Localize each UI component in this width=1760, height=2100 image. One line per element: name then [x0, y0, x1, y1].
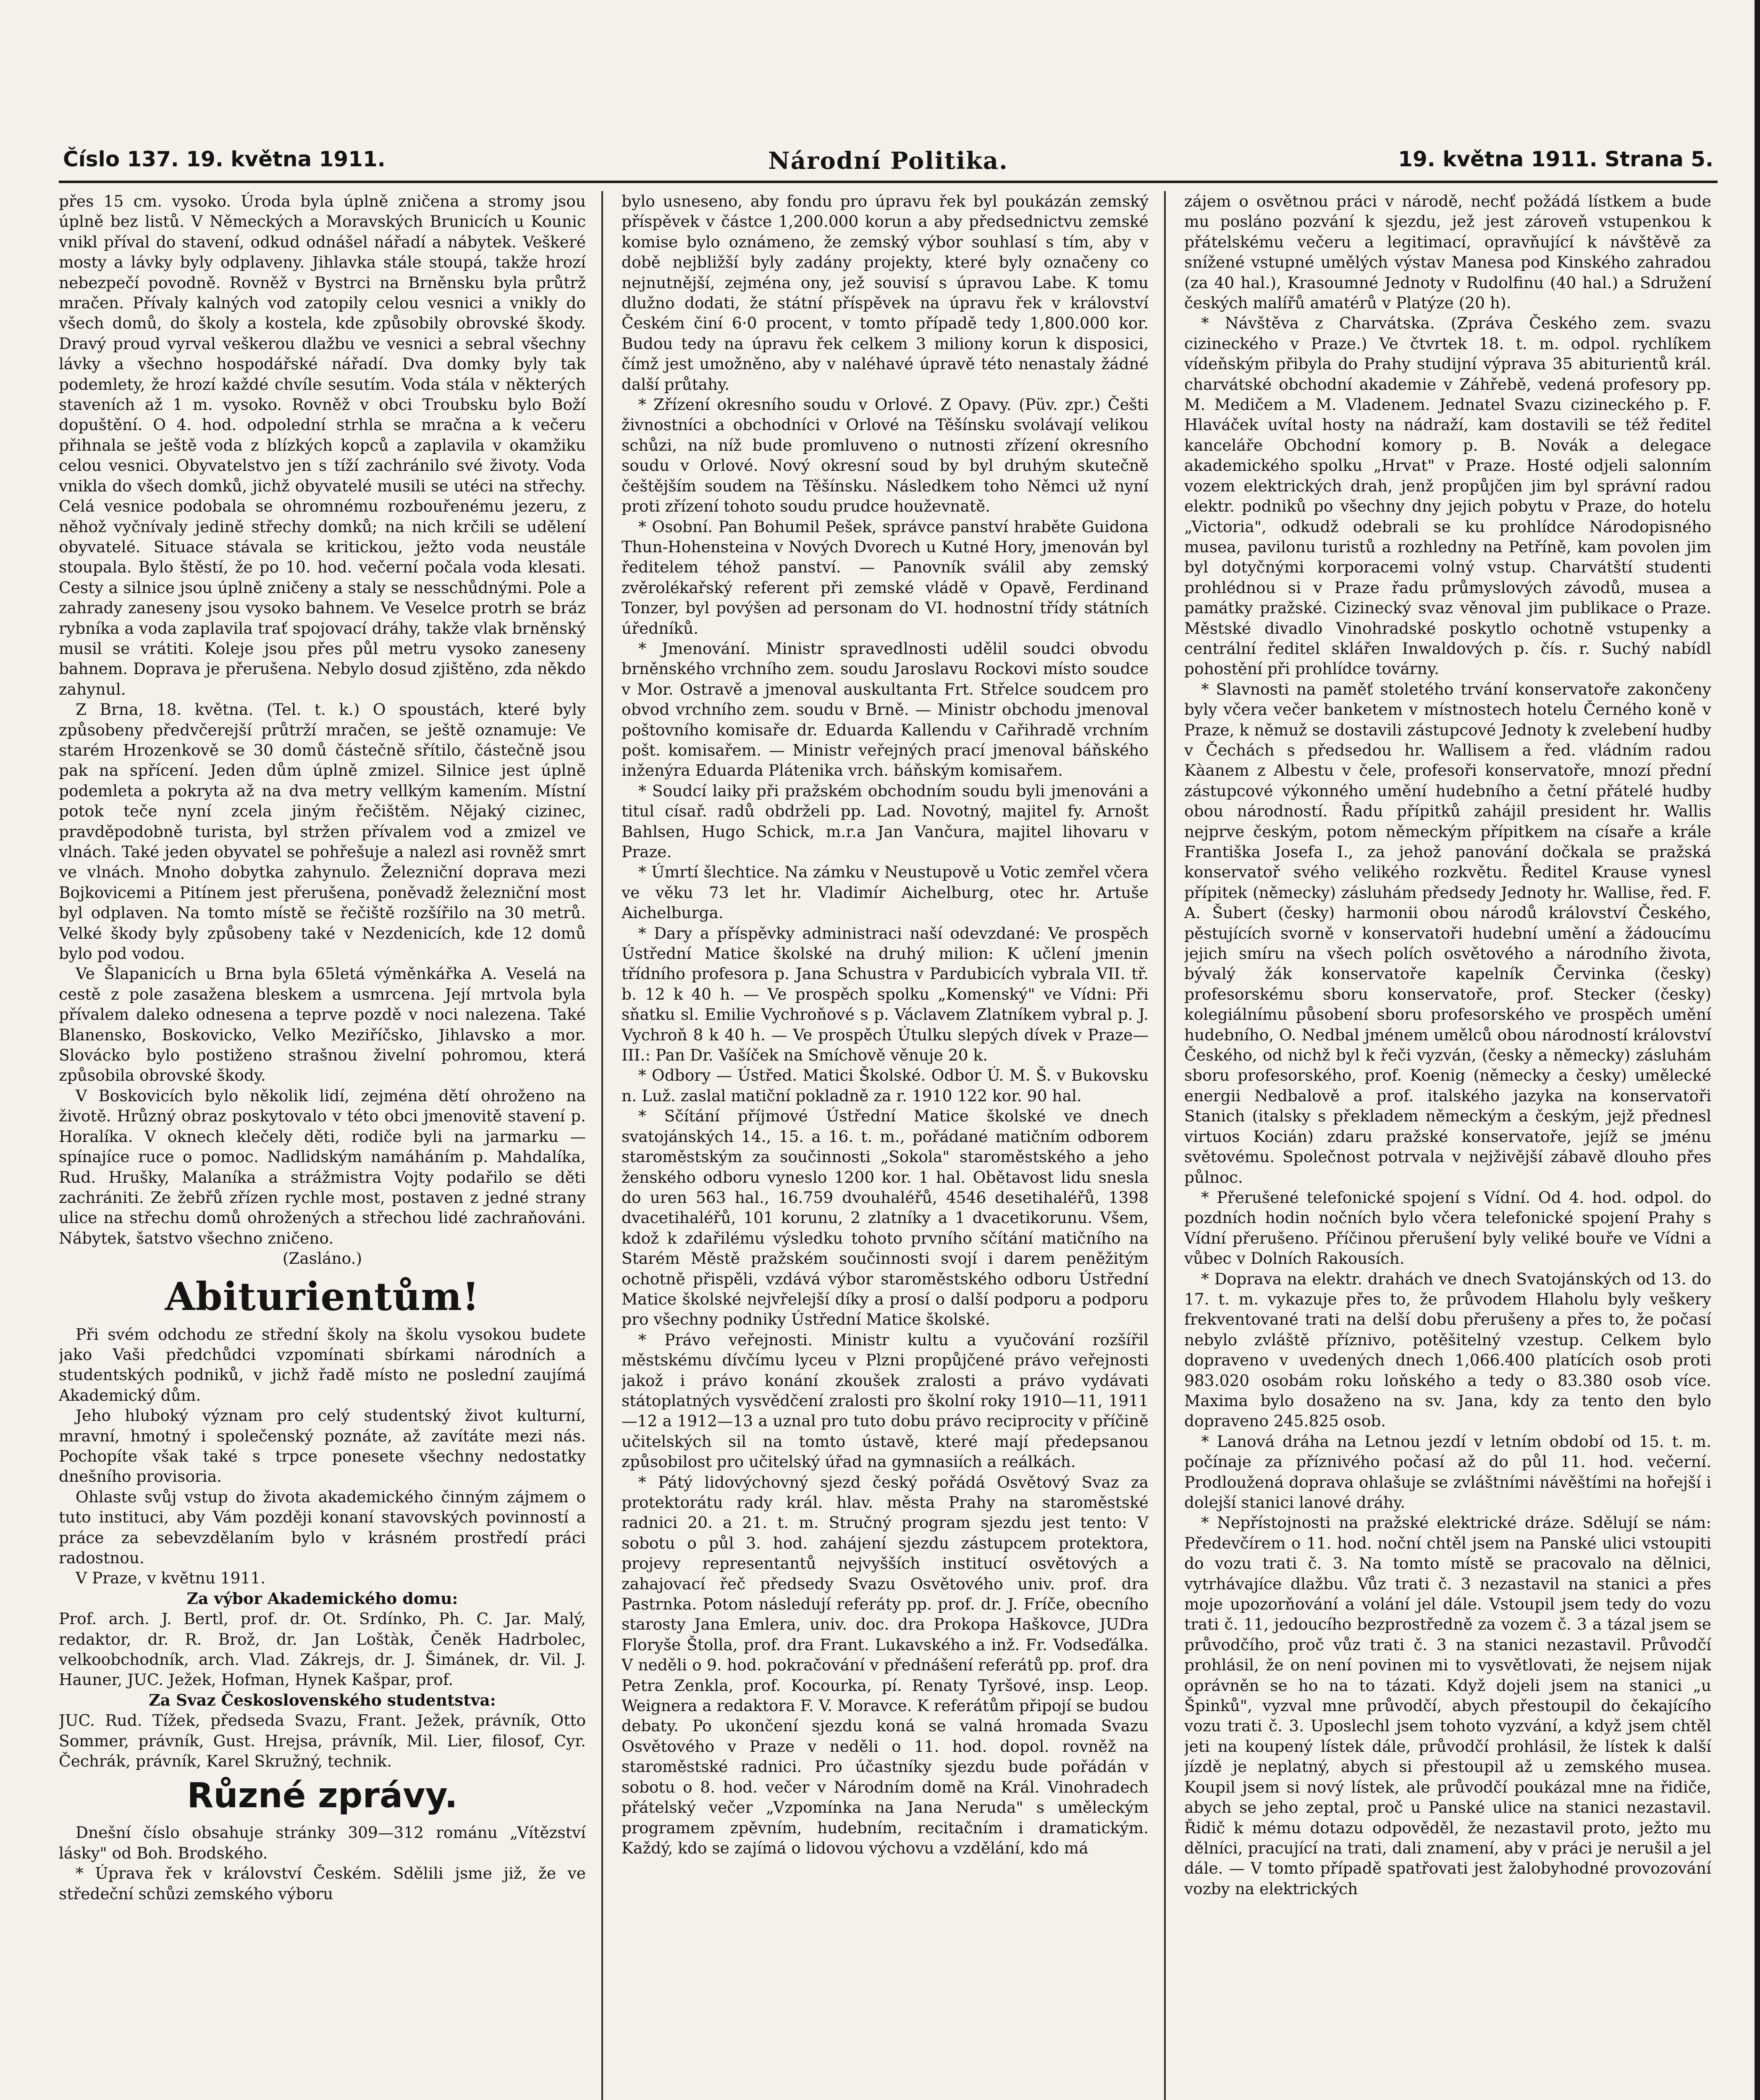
article-paragraph: bylo usneseno, aby fondu pro úpravu řek byl poukázán zemský příspěvek v částce 1,200.000 korun a aby předsednictvu zemské komise bylo oznámeno, že zemský výbor souhlasí s tím, aby v době nejbližší byly zadány projekty, které byly označeny co nejnutnější, zejména ony, jež souvisí s úpravou Labe. K tomu dlužno dodati, že státní příspěvek na úpravu řek v království Českém činí 6·0 procent, v tomto případě tedy 1,800.000 kor. Budou tedy na úpravu řek celkem 3 miliony korun k disposici, čímž jest umožněno, aby v naléhavé úpravě této nenastaly žádné další průtahy.	[622, 192, 1149, 394]
date-page: 19. května 1911. Strana 5.	[1398, 147, 1713, 171]
article-paragraph: * Zřízení okresního soudu v Orlové. Z Opavy. (Püv. zpr.) Češti živnostníci a obchodníci v Orlové na Těšínsku svolávají velikou schůzi, na níž bude promluveno o nutnosti zřízení okresního soudu v Orlové. Nový okresní soud by byl druhým skutečně češtějším soudem na Těšínsku. Následkem toho Němci už nyní proti zřízení tohoto soudu prudce houževnatě.	[622, 395, 1149, 516]
article-paragraph: přes 15 cm. vysoko. Úroda byla úplně zničena a stromy jsou úplně bez listů. V Německých a Moravských Brunicích u Kounic vnikl příval do stavení, odkud odnášel nářadí a nábytek. Veškeré mosty a lávky byly odplaveny. Jihlavka stále stoupá, takže hrozí nebezpečí povodně. Rovněž v Bystrci na Brněnsku byla průtrž mračen. Přívaly kalných vod zatopily celou vesnici a vnikly do všech domů, do školy a kostela, kde způsobily obrovské škody. Dravý proud vyrval veškerou dlažbu ve vesnici a sebral všechny lávky a všechno hospodářské nářadí. Dva domky byly tak podemlety, že hrozí každé chvíle sesutím. Voda stála v některých staveních až 1 m. vysoko. Rovněž v obci Troubsku bylo Boží dopuštění. O 4. hod. odpolední strhla se mračna a k večeru přihnala se ještě voda z blízkých kopců a zaplavila v okamžiku celou vesnici. Obyvatelstvo jen s tíží zachránilo své životy. Voda vnikla do všech domků, jichž obyvatelé musili se utéci na střechy. Celá vesnice podobala se ohromnému rozbouřenému jezeru, z něhož vyčnívaly jedině střechy domků; na nich krčili se udělení obyvatelé. Situace stávala se kritickou, ježto voda neustále stoupala. Bylo štěstí, že po 10. hod. večerní počala voda klesati. Cesty a silnice jsou úplně zničeny a staly se nesschůdnými. Pole a zahrady zaneseny jsou vysoko bahnem. Ve Veselce protrh se bráz rybníka a voda zaplavila trať spojovací dráhy, takže vlak brněnský musil se vrátiti. Koleje jsou přes půl metru vysoko zaneseny bahnem. Doprava je přerušena. Nebylo dosud zjištěno, zda někdo zahynul.	[59, 192, 586, 698]
article-paragraph: Jeho hluboký význam pro celý studentský život kulturní, mravní, hmotný i společenský poznáte, až zavítáte mezi nás. Pochopíte však také s trpce ponesete všechny nedostatky dnešního provisoria.	[59, 1406, 586, 1486]
article-paragraph: Ve Šlapanicích u Brna byla 65letá výměnkářka A. Veselá na cestě z pole zasažena bleskem a usmrcena. Její mrtvola byla přívalem daleko odnesena a teprve pozdě v noci nalezena. Také Blanensko, Boskovicko, Velko Meziříčsko, Jihlavsko a mor. Slovácko bylo postiženo strašnou živelní pohromou, která způsobila obrovské škody.	[59, 964, 586, 1085]
article-paragraph: * Soudcí laiky při pražském obchodním soudu byli jmenováni a titul císař. radů obdrželi pp. Lad. Novotný, majitel fy. Arnošt Bahlsen, Hugo Schick, m.r.a Jan Vančura, majitel lihovaru v Praze.	[622, 781, 1149, 861]
column-1	[59, 191, 586, 2100]
newspaper-title: Národní Politika.	[768, 147, 1008, 175]
article-paragraph: * Lanová dráha na Letnou jezdí v letním období od 15. t. m. počínaje za příznivého počasí až do půl 11. hod. večerní. Prodloužená doprava ohlašuje se zvláštními návěštími na hořejší i dolejší stanici lanové dráhy.	[1184, 1432, 1711, 1512]
columns	[59, 191, 1718, 2100]
article-paragraph: * Jmenování. Ministr spravedlnosti udělil soudci obvodu brněnského vrchního zem. soudu Jaroslavu Rockovi místo soudce v Mor. Ostravě a jmenoval auskultanta Frt. Střelce soudcem pro obvod vrchního zem. soudu v Brně. — Ministr obchodu jmenoval poštovního komisaře dr. Eduarda Kallendu v Cařihradě vrchním pošt. komisařem. — Ministr veřejných prací jmenoval báňského inženýra Eduarda Plátenika vrch. báňským komisařem.	[622, 639, 1149, 780]
article-paragraph: Z Brna, 18. května. (Tel. t. k.) O spoustách, které byly způsobeny předvčerejší průtrží mračen, se ještě oznamuje: Ve starém Hrozenkově se 30 domů částečně sřítilo, částečně jsou pak na spřícení. Jeden dům úplně zmizel. Silnice jest úplně podemleta a pokryta až na dva metry vellkým kamením. Místní potok teče nyní zcela jiným řečištěm. Nějaký cizinec, pravděpodobně turista, byl stržen přívalem vod a zmizel ve vlnách. Také jeden obyvatel se pohřešuje a nalezl asi rovněž smrt ve vlnách. Mnoho dobytka zahynulo. Železniční doprava mezi Bojkovicemi a Pitínem jest přerušena, poněvadž železniční most byl odplaven. Na tomto místě se řečiště rozšířilo na 30 metrů. Velké škody byly způsobeny také v Nezdenicích, kde 12 domů bylo pod vodou.	[59, 700, 586, 963]
scan-edge	[1755, 0, 1760, 2100]
place-date: V Praze, v květnu 1911.	[76, 1569, 266, 1588]
article-paragraph: * Doprava na elektr. drahách ve dnech Svatojánských od 13. do 17. t. m. vykazuje přes to, že průvodem Hlaholu byly veškery frekventované trati na delší dobu přerušeny a přes to, že počasí nebylo zvláště příznivo, potěšitelný vzestup. Celkem bylo dopraveno v uvedených dnech 1,066.400 platících osob proti 983.020 osobám roku loňského a tedy o 83.380 osob více. Maxima bylo dosaženo na sv. Jana, kdy za tento den bylo dopraveno 245.825 osob.	[1184, 1269, 1711, 1431]
article-paragraph: * Právo veřejnosti. Ministr kultu a vyučování rozšířil městskému dívčímu lyceu v Plzni propůjčené právo veřejnosti jakož i právo konání zkoušek zralosti a právo vydávati státoplatných vysvědčení zralosti pro školní roky 1910—11, 1911—12 a 1912—13 a uznal pro tuto dobu právo reciprocity v příčině učitelských sil na tomto ústavě, které mají předepsanou způsobilost pro učitelský úřad na gymnasiích a reálkách.	[622, 1330, 1149, 1471]
zaslano-label: (Zasláno.)	[282, 1249, 362, 1268]
article-paragraph: Při svém odchodu ze střední školy na školu vysokou budete jako Vaši předchůdci vzpomínati sbírkami národních a studentských podniků, v jichž řadě místo ne poslední zaujímá Akademický dům.	[59, 1325, 586, 1404]
column-2	[622, 191, 1149, 2100]
ruzne-zpravy-heading: Různé zprávy.	[187, 1776, 458, 1816]
newspaper-page	[59, 130, 1718, 2100]
article-paragraph: * Sčítání příjmové Ústřední Matice školské ve dnech svatojánských 14., 15. a 16. t. m., pořádané matičním odborem staroměstským za součinnosti „Sokola" staroměstského a jeho ženského odboru vyneslo 1200 kor. 1 hal. Obětavost lidu snesla do uren 563 hal., 16.759 dvouhaléřů, 4546 desetihaléřů, 1398 dvacetihaléřů, 101 korunu, 2 zlatníky a 1 dvacetikorunu. Všem, kdož k zdařilému výsledku tohoto prvního sčítání matičního na Starém Městě pražském součinnosti svojí i darem peněžitým ochotně přispěli, vzdává výbor staroměstského odboru Ústřední Matice školské nejvřelejší díky a prosí o další podporu a podporu pro všechny podniky Ústřední Matice školské.	[622, 1107, 1149, 1329]
article-paragraph: * Dary a příspěvky administraci naší odevzdané: Ve prospěch Ústřední Matice školské na druhý milion: K učlení jmenin třídního profesora p. Jana Schustra v Pardubicích vybrala VII. tř. b. 12 k 40 h. — Ve prospěch spolku „Komenský" ve Vídni: Při sňatku sl. Emilie Vychroňové s p. Václavem Zlatníkem vybral p. J. Vychroň 8 k 40 h. — Ve prospěch Útulku slepých dívek v Praze—III.: Pan Dr. Vašíček na Smíchově věnuje 20 k.	[622, 924, 1149, 1065]
article-paragraph: * Návštěva z Charvátska. (Zpráva Českého zem. svazu cizineckého v Praze.) Ve čtvrtek 18. t. m. odpol. rychlíkem vídeňským přibyla do Prahy studijní výprava 35 abiturientů král. charvátské obchodní akademie v Záhřebě, vedená profesory pp. M. Medičem a M. Vladenem. Jednatel Svazu cizineckého p. F. Hlaváček uvítal hosty na nádraží, kam dostavili se též ředitel kanceláře Obchodní komory p. B. Novák a delegace akademického spolku „Hrvat" v Praze. Hosté odjeli salonním vozem elektrických drah, jenž propůjčen jim byl správní radou elektr. podniků po všechny dny jejich pobytu v Praze, do hotelu „Victoria", odkudž odebrali se ku prohlídce Národopisného musea, pavilonu turistů a rozhledny na Petříně, kam povolen jim byl dotyčnými korporacemi volný vstup. Charvátští studenti prohlédnou si v Praze řadu průmyslových závodů, musea a památky pražské. Cizinecký svaz věnoval jim publikace o Praze. Městské divadlo Vinohradské poskytlo ochotně vstupenky a centrální ředitel sklářen Inwaldových p. čís. r. Suchý nabídl pohostění při prohlídce továrny.	[1184, 314, 1711, 678]
article-paragraph: Dnešní číslo obsahuje stránky 309—312 románu „Vítězství lásky" od Boh. Brodského.	[59, 1823, 586, 1862]
article-paragraph: * Osobní. Pan Bohumil Pešek, správce panství hraběte Guidona Thun-Hohensteina v Nových Dvorech u Kutné Hory, jmenován byl ředitelem téhož panství. — Panovník sválil aby zemský zvěrolékařský referent při zemské vládě v Opavě, Ferdinand Tonzer, byl povýšen ad personam do VI. hodnostní třídy státních úředníků.	[622, 517, 1149, 638]
signature-title: Za Svaz Československého studentstva:	[149, 1690, 496, 1709]
abiturientum-heading: Abiturientům!	[165, 1273, 480, 1319]
masthead	[59, 130, 1718, 183]
signature-list: JUC. Rud. Tížek, předseda Svazu, Frant. Ježek, právník, Otto Sommer, právník, Gust. Hrejsa, právník, Mil. Lier, filosof, Cyr. Čechrák, právník, Karel Skružný, technik.	[59, 1711, 586, 1771]
article-paragraph: Ohlaste svůj vstup do života akademického činným zájmem o tuto instituci, aby Vám později konaní stavovských povinností a práce za sebevzdělaním bylo v krásném prostředí práci radostnou.	[59, 1487, 586, 1567]
article-paragraph: * Úmrtí šlechtice. Na zámku v Neustupově u Votic zemřel včera ve věku 73 let hr. Vladimír Aichelburg, otec hr. Artuše Aichelburga.	[622, 863, 1149, 922]
article-paragraph: * Přerušené telefonické spojení s Vídní. Od 4. hod. odpol. do pozdních hodin nočních bylo včera telefonické spojení Prahy s Vídní přerušeno. Příčinou přerušení byly veliké bouře ve Vídni a vůbec v Dolních Rakousích.	[1184, 1188, 1711, 1268]
article-paragraph: * Slavnosti na paměť stoletého trvání konservatoře zakončeny byly včera večer banketem v místnostech hotelu Černého koně v Praze, k němuž se dostavili zástupcové Jednoty k zvelebení hudby v Čechách s předsedou hr. Wallisem a řed. vládním radou Kàanem z Albestu v čele, profesoři konservatoře, mnozí přední zástupcové výkonného umění hudebního a četní přátelé hudby obou národností. Řadu přípitků zahájil president hr. Wallis nejprve českým, potom německým přípitkem na císaře a krále Františka Josefa I., za jehož panování dočkala se pražská konservatoř svého velikého rozkvětu. Ředitel Krause vynesl přípitek (německy) zásluhám předsedy Jednoty hr. Wallise, řed. F. A. Šubert (česky) harmonii obou národů království Českého, pěstujících svorně v konservatoři hudební umění a žádoucímu jejich smíru na všech polích osvětového a národního života, bývalý žák konservatoře kapelník Červinka (česky) profesorskému sboru konservatoře, prof. Stecker (česky) kolegiálnímu působení sboru profesorského ve prospěch umění hudebního, O. Nedbal jménem umělců obou národností království Českého, od nichž byl k řeči vyzván, (česky a německy) zásluhám sboru profesorského, prof. Koenig (německy a česky) umělecké energii Nedbalově a prof. italského jazyka na konservatoři Stanich (italsky s překladem německým a českým, jejž přednesl virtuos Kocián) zdaru pražské konservatoře, jejíž se jménu světovému. Společnost potrvala v nejživější zábavě dlouho přes půlnoc.	[1184, 680, 1711, 1186]
article-paragraph: * Nepřístojnosti na pražské elektrické dráze. Sdělují se nám: Předevčírem o 11. hod. noční chtěl jsem na Panské ulici vstoupiti do vozu trati č. 3. Na tomto místě se pracovalo na dělnici, vytrhávajíce dlažbu. Vůz trati č. 3 nezastavil na stanici a přes moje upozorňování a volání jel dále. Vstoupil jsem tedy do vozu trati č. 11, jedoucího bezprostředně za vozem č. 3 a tázal jsem se průvodčího, proč vůz trati č. 3 na stanici nezastavil. Průvodčí prohlásil, že on není povinen mi to vysvětlovati, že nejsem nijak oprávněn se ho na to tázati. Když dojeli jsem na stanici „u Špinků", vyzval mne průvodčí, abych přestoupil do čekajícího vozu trati č. 3. Uposlechl jsem tohoto vyzvání, a když jsem chtěl jeti na koupený lístek dále, průvodčí prohlásil, že lístek k další jízdě je neplatný, abych si přestoupil až u zemského musea. Koupil jsem si nový lístek, ale průvodčí poukázal mne na řidiče, abych se jeho zeptal, proč u Panské ulice na stanici nezastavil. Řidič k mému dotazu odpověděl, že nezastavil proto, ježto mu dělníci, pracující na trati, dali znamení, aby v práci je nerušil a jel dále. — V tomto případě spatřovati jest žalobyhodné provozování vozby na elektrických	[1184, 1513, 1711, 1898]
article-paragraph: * Odbory — Ústřed. Matici Školské. Odbor Ú. M. Š. v Bukovsku n. Luž. zaslal matiční pokladně za r. 1910 122 kor. 90 hal.	[622, 1066, 1149, 1105]
article-paragraph: * Pátý lidovýchovný sjezd český pořádá Osvětový Svaz za protektorátu rady král. hlav. města Prahy na staroměstské radnici 20. a 21. t. m. Stručný program sjezdu jest tento: V sobotu o půl 3. hod. zahájení sjezdu zástupcem protektora, projevy representantů nejvyšších institucí osvětových a zahajovací řeč předsedy Svazu Osvětového univ. prof. dra Pastrnka. Potom následují referáty pp. prof. dr. J. Fríče, obecního starosty Jana Emlera, univ. doc. dra Prokopa Haškovce, JUDra Floryše Štolla, prof. dra Frant. Lukavského a inž. Fr. Vodseďálka. V neděli o 9. hod. pokračování v přednášení referátů pp. prof. dra Petra Zenkla, prof. Kocourka, pí. Renaty Tyršové, insp. Leop. Weignera a redaktora F. V. Moravce. K referátům připojí se budou debaty. Po ukončení sjezdu koná se valná hromada Svazu Osvětového v Praze v neděli o 11. hod. dopol. rovněž na staroměstské radnici. Pro účastníky sjezdu bude pořádán v sobotu o 8. hod. večer v Národním domě na Král. Vinohradech přátelský večer „Vzpomínka na Jana Neruda" s uměleckým programem zpěvním, hudebním, recitačním i dramatickým. Každý, kdo se zajímá o lidovou výchovu a vzdělání, kdo má	[622, 1473, 1149, 1857]
article-paragraph: V Boskovicích bylo několik lidí, zejména dětí ohroženo na životě. Hrůzný obraz poskytovalo v této obci jmenovitě stavení p. Horalíka. V oknech klečely děti, rodiče byli na jarmarku — spínajíce ruce o pomoc. Nadlidským namáháním p. Mahdalíka, Rud. Hrušky, Malaníka a strážmistra Vojty podařilo se děti zachrániti. Ze žebřů zřízen rychle most, postaven z jedné strany ulice na střechu domů ohrožených a střechou lidé zachraňováni. Nábytek, šatstvo všechno zničeno.	[59, 1086, 586, 1247]
article-paragraph: zájem o osvětnou práci v národě, nechť požádá lístkem a bude mu posláno pozvání k sjezdu, jež jest zároveň vstupenkou k přátelskému večeru a legitimací, opravňující k návštěvě za snížené vstupné umělých výstav Manesa pod Kinského zahradou (za 40 hal.), Krasoumné Jednoty v Rudolfinu (40 hal.) a Sdružení českých malířů amatérů v Platýze (20 h).	[1184, 192, 1711, 312]
issue-number: Číslo 137. 19. května 1911.	[63, 147, 386, 171]
signature-list: Prof. arch. J. Bertl, prof. dr. Ot. Srdínko, Ph. C. Jar. Malý, redaktor, dr. R. Brož, dr. Jan Loštàk, Čeněk Hadrbolec, velkoobchodník, arch. Vlad. Zákrejs, dr. J. Šimánek, dr. Vil. J. Hauner, JUC. Ježek, Hofman, Hynek Kašpar, prof.	[59, 1609, 586, 1689]
signature-title: Za výbor Akademického domu:	[186, 1589, 458, 1608]
article-paragraph: * Úprava řek v království Českém. Sdělili jsme již, že ve středeční schůzi zemského výboru	[59, 1864, 586, 1903]
column-3	[1184, 191, 1711, 2100]
